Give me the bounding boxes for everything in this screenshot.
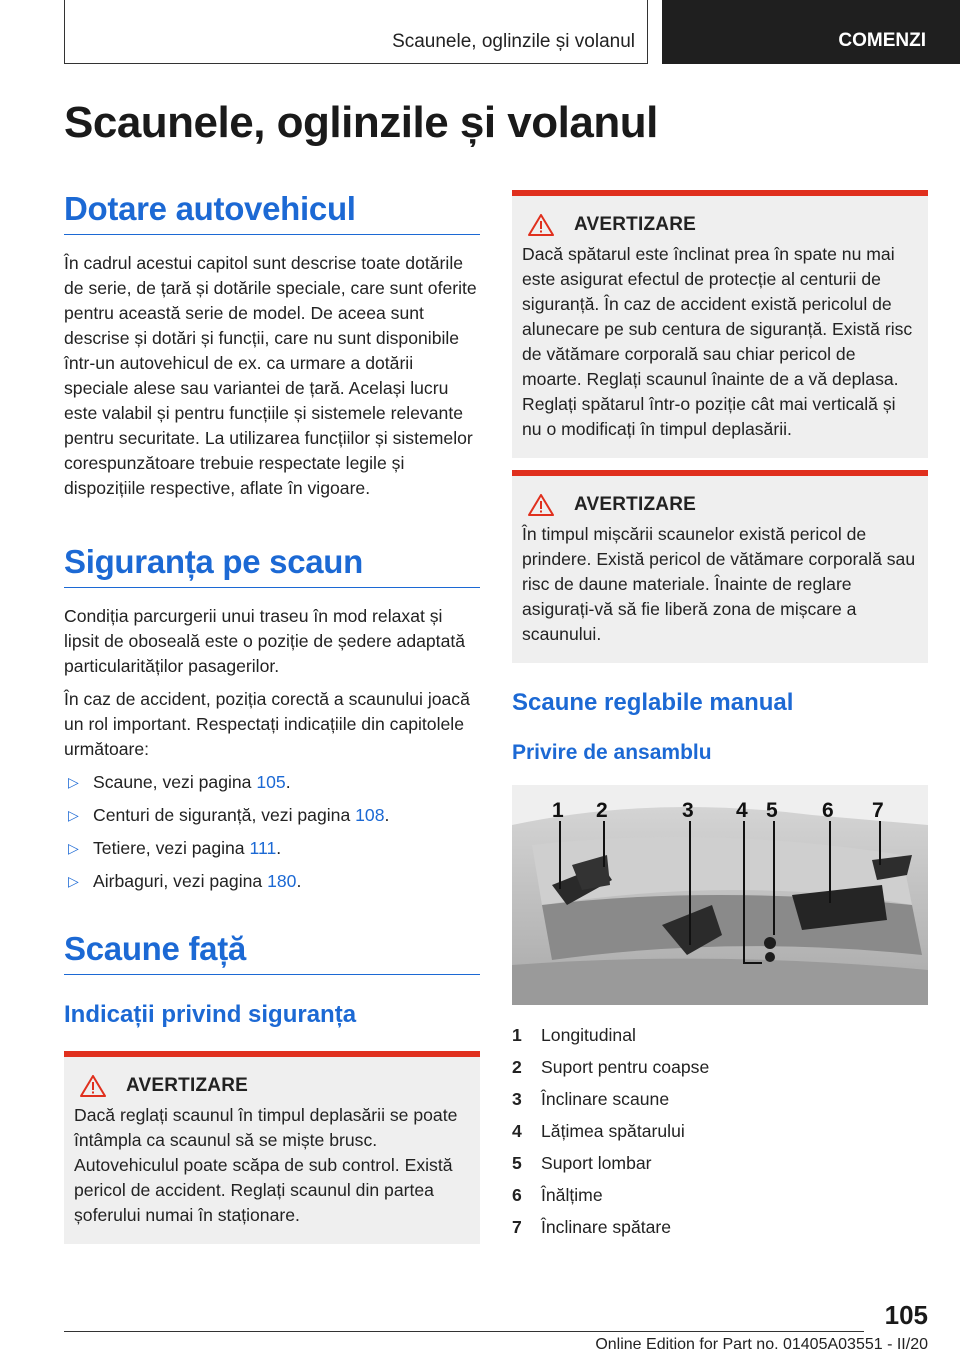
- seat-illustration: [512, 785, 928, 1005]
- warning-label: AVERTIZARE: [574, 494, 696, 515]
- warning-box-seat-movement: [512, 470, 928, 663]
- warning-triangle-icon: [528, 494, 554, 516]
- warning-label: AVERTIZARE: [126, 1075, 248, 1096]
- page-title: Scaunele, oglinzile și volanul: [64, 98, 658, 147]
- page-link[interactable]: 180: [267, 871, 297, 891]
- page-number: 105: [884, 1300, 928, 1330]
- triangle-bullet-icon: ▷: [68, 807, 79, 823]
- page-link[interactable]: 111: [249, 838, 277, 858]
- heading-scaune-fata: Scaune față: [64, 930, 480, 975]
- legend-row: 3 Înclinare scaune: [512, 1089, 670, 1109]
- paragraph-siguranta-2: În caz de accident, poziția corectă a scaunului joacă un rol important. Respectați indicațiile din capitolele următoare:: [64, 689, 470, 759]
- warning-triangle-icon: [80, 1075, 106, 1097]
- right-column: [512, 190, 928, 1243]
- legend-row: 7 Înclinare spătare: [512, 1217, 672, 1237]
- page-link[interactable]: 105: [256, 772, 286, 792]
- callout-label: 7: [872, 799, 884, 822]
- triangle-bullet-icon: ▷: [68, 873, 79, 889]
- header-chapter-box: [64, 0, 648, 64]
- subheading-indicatii-siguranta: Indicații privind siguranța: [64, 1001, 357, 1028]
- list-item: ▷ Tetiere, vezi pagina 111.: [64, 836, 480, 861]
- warning-text: Dacă reglați scaunul în timpul deplasării se poate întâmpla ca scaunul să se miște brusc. Autovehiculul poate scăpa de sub control. Există pericol de accident. Reglați scaunul din partea șoferului numai în staționare.: [74, 1105, 458, 1225]
- legend-row: 5 Suport lombar: [512, 1153, 652, 1173]
- callout-label: 3: [682, 799, 694, 822]
- callout-label: 6: [822, 799, 834, 822]
- warning-label: AVERTIZARE: [574, 214, 696, 235]
- callout-label: 5: [766, 799, 778, 822]
- heading-dotare-autovehicul: Dotare autovehicul: [64, 190, 480, 235]
- header-section-tab[interactable]: [662, 0, 960, 64]
- seat-controls-photo: [512, 785, 928, 1005]
- list-item: ▷ Centuri de siguranță, vezi pagina 108.: [64, 803, 480, 828]
- reference-list: [64, 770, 480, 894]
- paragraph-dotare: În cadrul acestui capitol sunt descrise toate dotările de serie, de țară și dotările speciale, care sunt oferite pentru această serie de model. De aceea sunt descrise și dotări și funcții, care nu sunt disponibile într-un autovehicul de ex. ca urmare a dotării speciale alese sau variantei de țară. Același lucru este valabil și pentru funcțiile și sistemele relevante pentru securitate. La utilizarea funcțiilor și sistemelor corespunzătoare trebuie respectate legile și dispozițiile respective, aflate în vigoare.: [64, 253, 477, 498]
- list-item: ▷ Airbaguri, vezi pagina 180.: [64, 869, 480, 894]
- legend-row: 1 Longitudinal: [512, 1025, 636, 1045]
- warning-text: Dacă spătarul este înclinat prea în spate nu mai este asigurat efectul de protecție al centurii de siguranță. În caz de accident există pericolul de alunecare pe sub centura de siguranță. Există risc de vătămare corporală sau chiar pericol de moarte. Reglați scaunul înainte de a vă deplasa. Reglați spătarul într-o poziție cât mai verticală și nu o modificați în timpul deplasării.: [522, 244, 913, 439]
- header-section-tab-label: COMENZI: [838, 30, 926, 51]
- warning-box-backrest: [512, 190, 928, 458]
- triangle-bullet-icon: ▷: [68, 840, 79, 856]
- warning-box-seat-adjust: [64, 1051, 480, 1244]
- legend-row: 6 Înălțime: [512, 1185, 603, 1205]
- legend-row: 4 Lățimea spătarului: [512, 1121, 685, 1141]
- footer-divider: [64, 1331, 864, 1332]
- subheading-privire-ansamblu: Privire de ansamblu: [512, 741, 712, 764]
- heading-scaune-reglabile: Scaune reglabile manual: [512, 689, 794, 716]
- photo-legend: [512, 1019, 928, 1243]
- heading-siguranta-pe-scaun: Siguranța pe scaun: [64, 543, 480, 588]
- warning-text: În timpul mișcării scaunelor există pericol de prindere. Există pericol de vătămare corporală sau risc de daune materiale. Înainte de reglare asigurați-vă să fie liberă zona de mișcare a scaunului.: [522, 524, 916, 644]
- warning-triangle-icon: [528, 214, 554, 236]
- callout-label: 1: [552, 799, 564, 822]
- callout-label: 2: [596, 799, 608, 822]
- page-link[interactable]: 108: [355, 805, 385, 825]
- paragraph-siguranta-1: Condiția parcurgerii unui traseu în mod relaxat și lipsit de oboseală este o poziție de ședere adaptată particularităților pasagerilor.: [64, 606, 466, 676]
- list-item: ▷ Scaune, vezi pagina 105.: [64, 770, 480, 795]
- left-column: [64, 190, 480, 1244]
- callout-label: 4: [736, 799, 748, 822]
- footer-edition-text: Online Edition for Part no. 01405A03551 - II/20: [595, 1336, 928, 1353]
- header-chapter-title: Scaunele, oglinzile și volanul: [392, 31, 635, 52]
- triangle-bullet-icon: ▷: [68, 774, 79, 790]
- legend-row: 2 Suport pentru coapse: [512, 1057, 710, 1077]
